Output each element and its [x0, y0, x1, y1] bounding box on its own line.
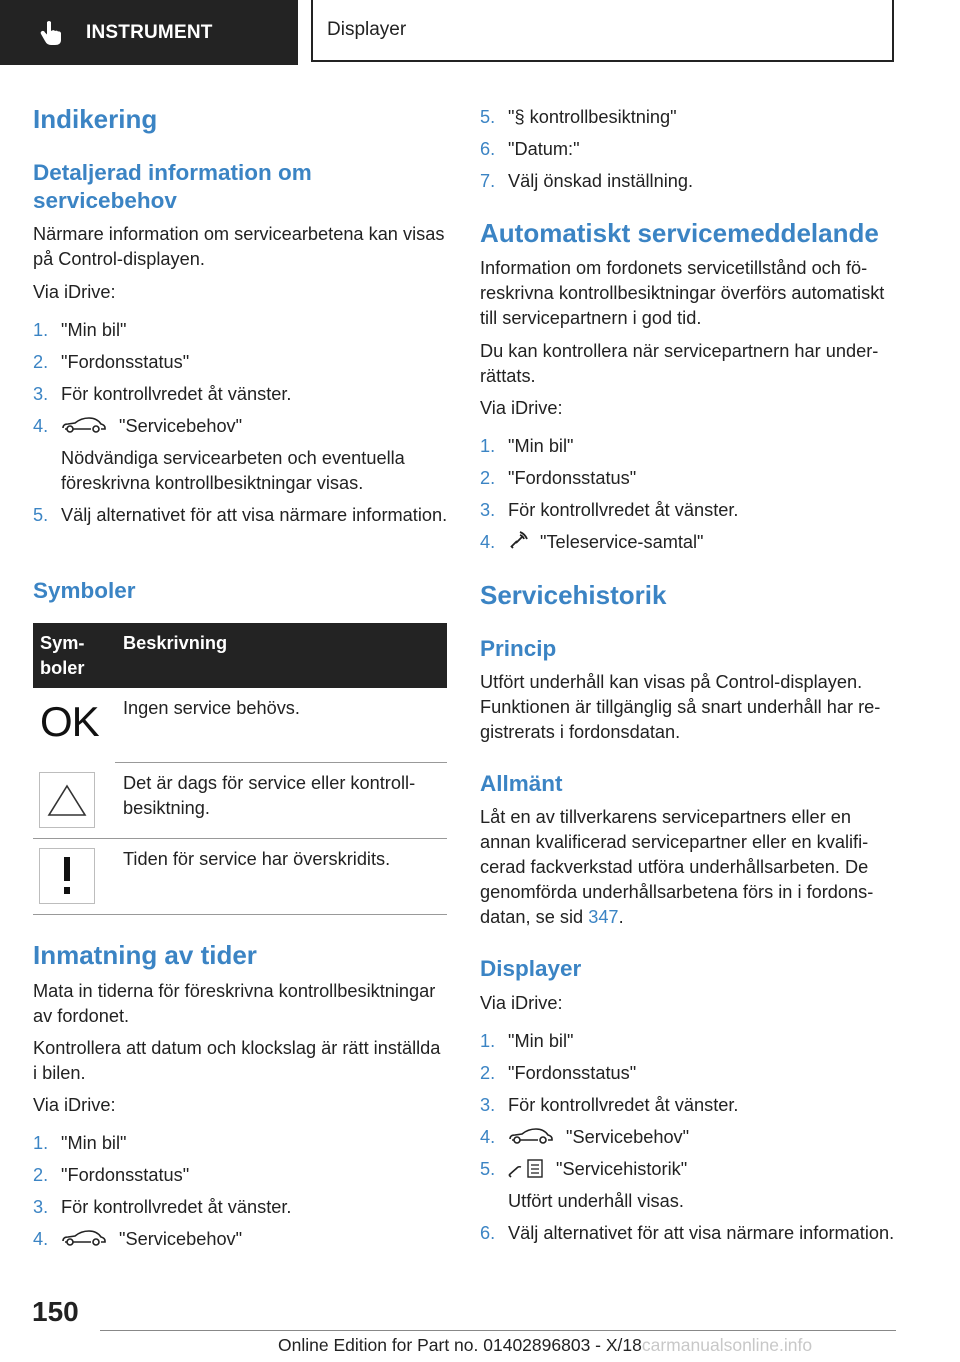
paragraph-princip: Utfört underhåll kan visas på Control-displayen. Funktionen är tillgänglig så snart underhåll har registrerats i fordonsdatan.	[480, 672, 881, 742]
list-item: 5. Välj alternativet för att visa närmare information.	[33, 505, 448, 525]
paragraph-auto-1: Information om fordonets servicetillstånd och föreskrivna kontrollbesiktningar överförs automatiskt till servicepartnern i god tid.	[480, 258, 885, 328]
heading-indikering: Indikering	[33, 104, 158, 134]
heading-detaljerad-information: Detaljerad information om servicebehov	[33, 160, 312, 213]
via-idrive-label: Via iDrive:	[480, 993, 563, 1013]
warning-symbol-box	[39, 772, 95, 828]
paragraph-inmatning-1: Mata in tiderna för föreskrivna kontrollbesiktningar av fordonet.	[33, 981, 436, 1026]
ok-symbol: OK	[40, 698, 99, 745]
heading-displayer: Displayer	[480, 956, 582, 981]
paragraph-allmant: Låt en av tillverkarens servicepartners eller en annan kvalificerad servicepartner eller en kvalificerad fackverkstad utföra underhållsarbeten. De genomförda underhållsarbetena förs in i fordonsdatan, se sid 347.	[480, 807, 874, 927]
via-idrive-label: Via iDrive:	[33, 282, 116, 302]
footer-divider	[100, 1330, 896, 1331]
watermark: carmanualsonline.info	[641, 1335, 813, 1355]
table-header	[33, 623, 447, 688]
heading-inmatning: Inmatning av tider	[33, 940, 257, 970]
table-row: OK Ingen service behövs.	[33, 688, 447, 763]
footer-edition: Online Edition for Part no. 01402896803 - X/18carmanualsonline.info	[278, 1335, 813, 1355]
paragraph-detail: Närmare information om servicearbetena kan visas på Control-displayen.	[33, 224, 445, 269]
heading-allmant: Allmänt	[480, 771, 563, 796]
paragraph-inmatning-2: Kontrollera att datum och klockslag är rätt inställda i bilen.	[33, 1038, 441, 1083]
exclamation-icon	[40, 849, 94, 903]
car-icon	[61, 416, 107, 434]
teleservice-icon	[508, 531, 528, 551]
car-icon	[61, 1229, 107, 1247]
pointing-hand-icon	[38, 19, 66, 47]
section-tab	[0, 0, 298, 65]
column-header-symbols: Symboler	[40, 633, 85, 678]
heading-servicehistorik: Servicehistorik	[480, 580, 667, 610]
page-reference-link[interactable]: 347	[588, 907, 619, 927]
chapter-tab	[311, 0, 894, 62]
via-idrive-label: Via iDrive:	[33, 1095, 116, 1115]
exclamation-symbol-box	[39, 848, 95, 904]
via-idrive-label: Via iDrive:	[480, 398, 563, 418]
section-title: INSTRUMENT	[86, 21, 213, 43]
heading-symboler: Symboler	[33, 578, 136, 603]
chapter-title: Displayer	[327, 19, 407, 40]
column-header-description: Beskrivning	[123, 633, 228, 653]
heading-automatiskt-servicemeddelande: Automatiskt servicemeddelande	[480, 218, 879, 248]
heading-princip: Princip	[480, 636, 557, 661]
service-history-icon	[508, 1157, 544, 1179]
warning-triangle-icon	[40, 773, 94, 827]
page-number: 150	[32, 1296, 79, 1327]
list-item-note: Nödvändiga servicearbeten och eventuella föreskrivna kontrollbesiktningar visas.	[61, 448, 405, 493]
table-row: Tiden för service har överskridits.	[33, 839, 447, 915]
list-item: 6. Välj alternativet för att visa närmare information.	[480, 1223, 895, 1243]
table-row: Det är dags för service eller kontrollbesiktning.	[33, 763, 447, 839]
car-icon	[508, 1127, 554, 1145]
paragraph-auto-2: Du kan kontrollera när servicepartnern har underrättats.	[480, 341, 879, 386]
